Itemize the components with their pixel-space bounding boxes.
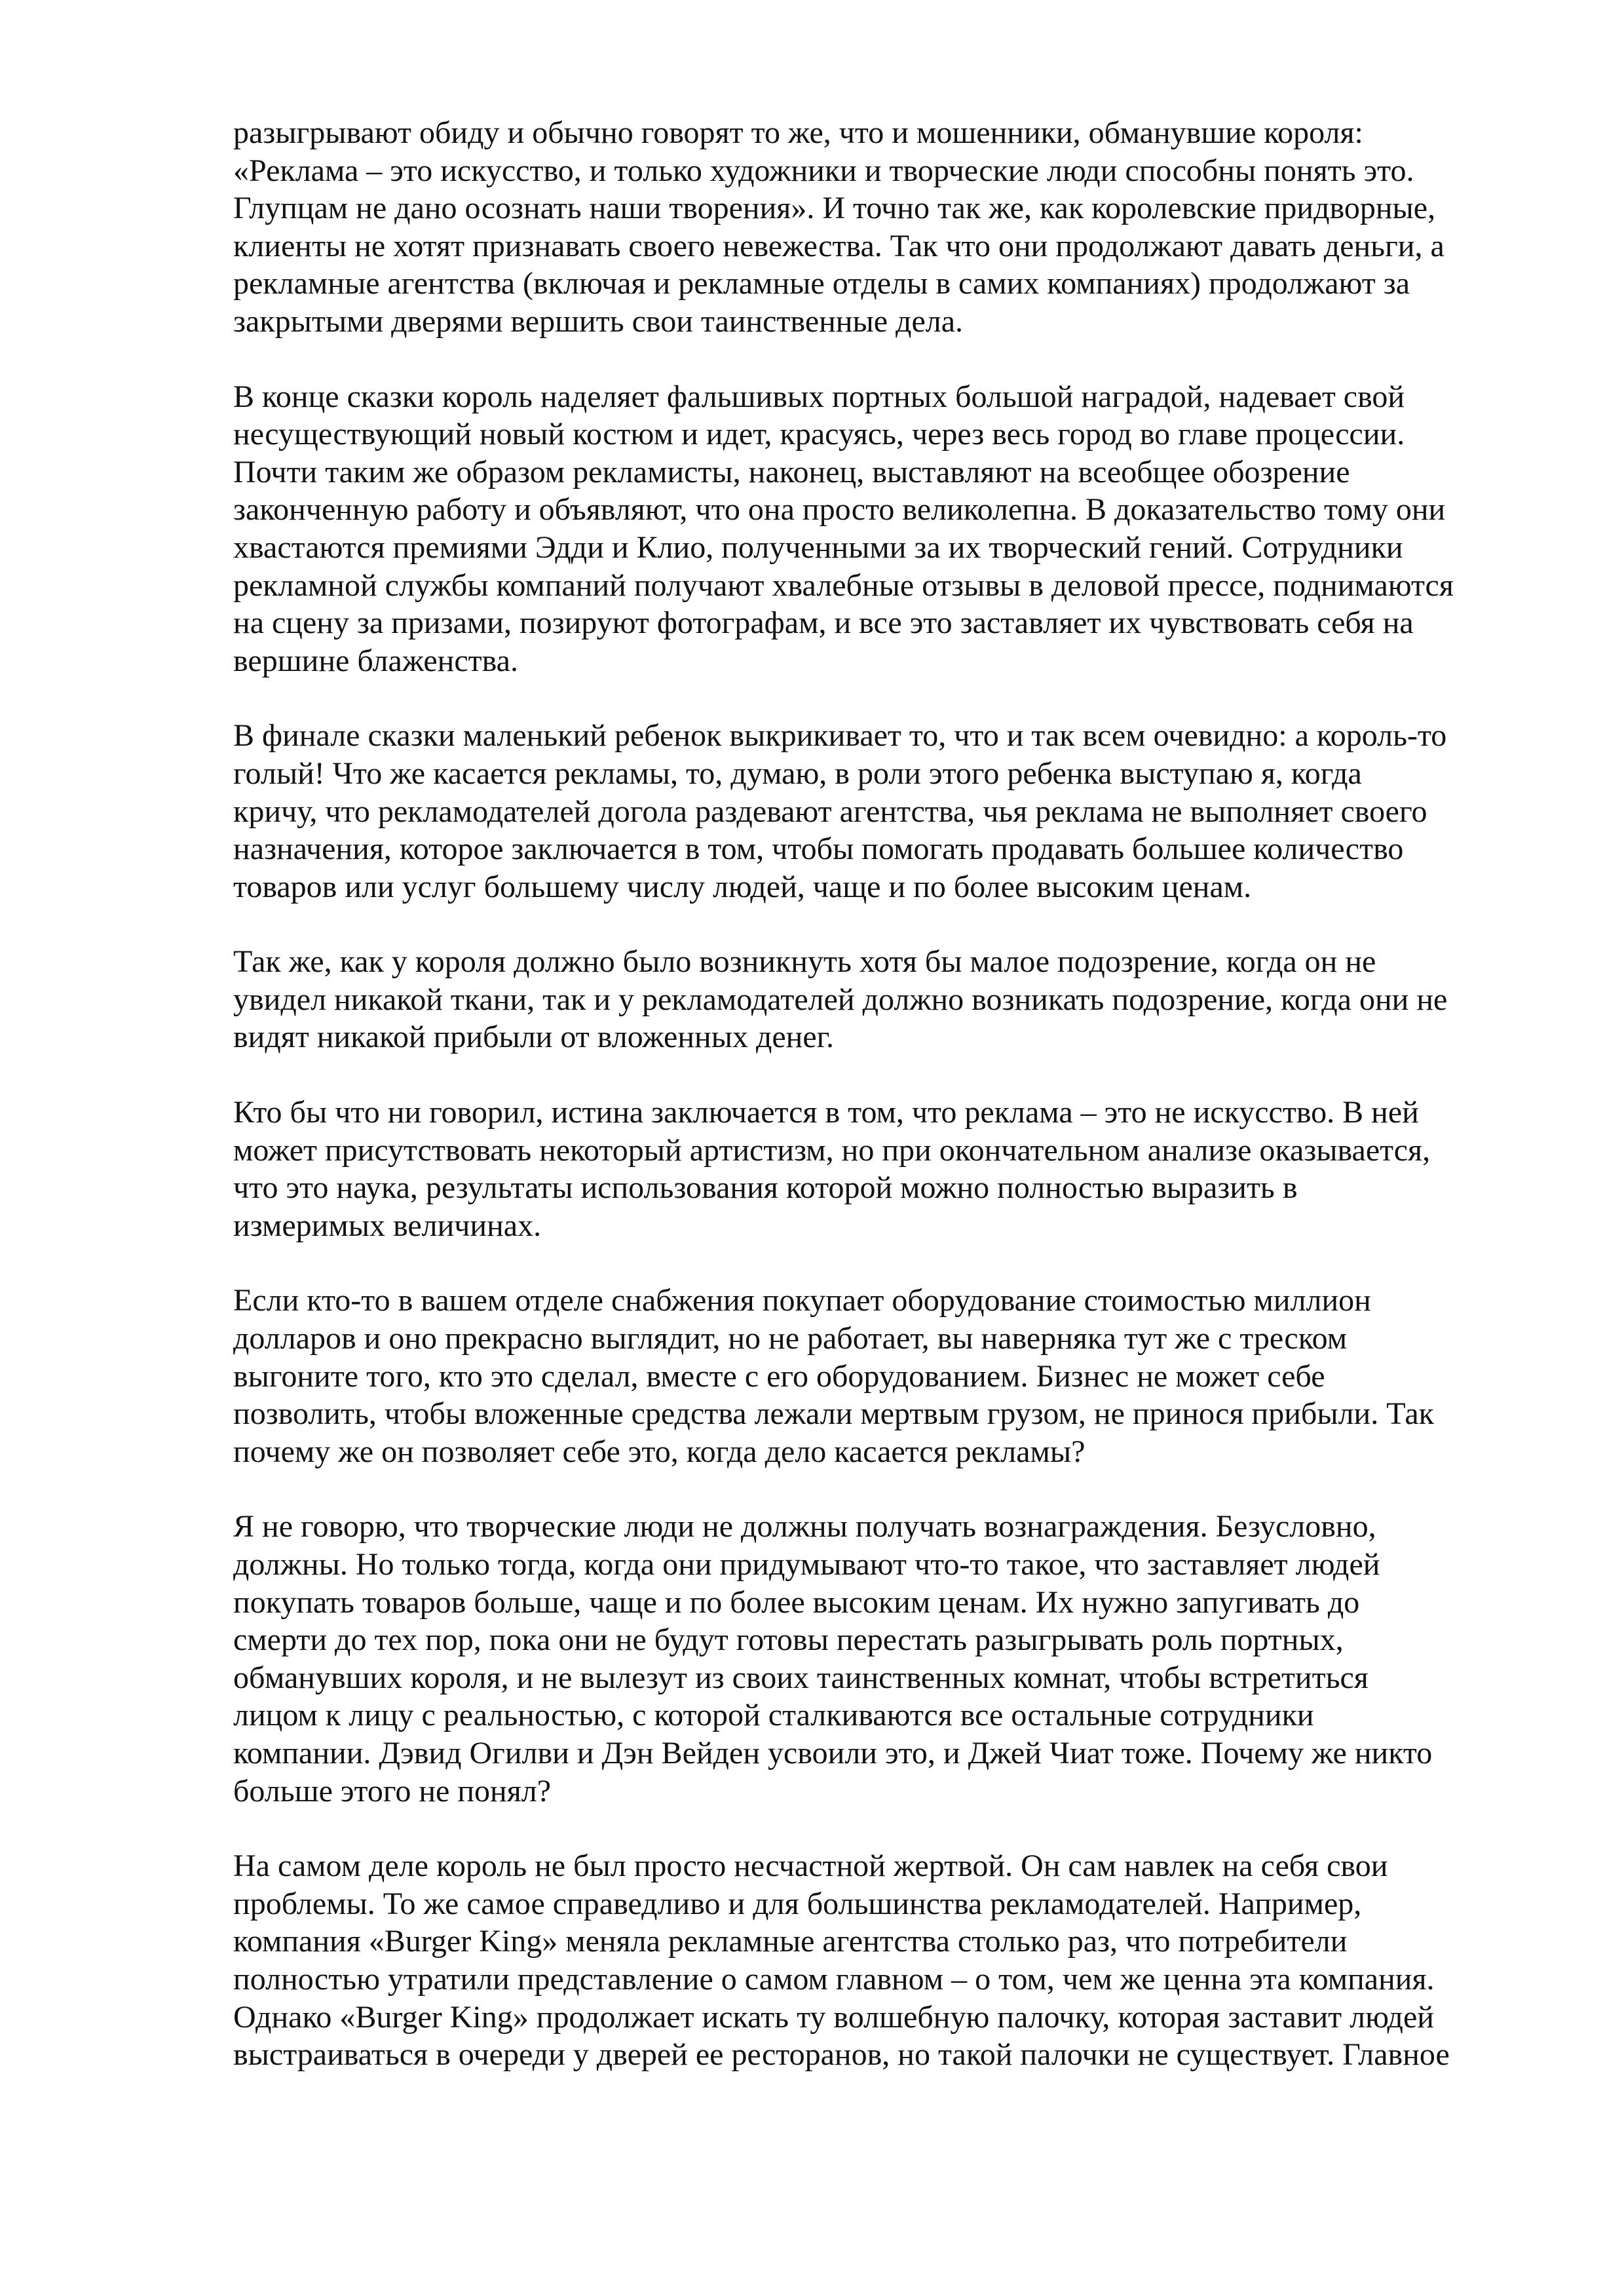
text-line: закрытыми дверями вершить свои таинственные дела. — [233, 303, 964, 339]
text-line: должны. Но только тогда, когда они придумывают что-то такое, что заставляет людей — [233, 1547, 1380, 1582]
text-line: увидел никакой ткани, так и у рекламодателей должно возникать подозрение, когда они не — [233, 982, 1448, 1017]
text-line: что это наука, результаты использования которой можно полностью выразить в — [233, 1170, 1298, 1206]
text-line: кричу, что рекламодателей догола раздевают агентства, чья реклама не выполняет своего — [233, 794, 1427, 829]
text-line: «Реклама – это искусство, и только художники и творческие люди способны понять это. — [233, 153, 1414, 188]
text-line: покупать товаров больше, чаще и по более высоким ценам. Их нужно запугивать до — [233, 1584, 1360, 1620]
paragraph — [233, 943, 1540, 1056]
text-line: На самом деле король не был просто несчастной жертвой. Он сам навлек на себя свои — [233, 1848, 1388, 1884]
text-line: вершине блаженства. — [233, 643, 518, 678]
text-line: может присутствовать некоторый артистизм, но при окончательном анализе оказывается, — [233, 1132, 1431, 1168]
paragraph — [233, 378, 1540, 680]
text-line: лицом к лицу с реальностью, с которой сталкиваются все остальные сотрудники — [233, 1698, 1314, 1733]
paragraph — [233, 717, 1540, 906]
text-line: компания «Burger King» меняла рекламные агентства столько раз, что потребители — [233, 1924, 1348, 1959]
text-line: позволить, чтобы вложенные средства лежали мертвым грузом, не принося прибыли. Так — [233, 1396, 1434, 1432]
text-line: Кто бы что ни говорил, истина заключается в том, что реклама – это не искусство. В ней — [233, 1095, 1419, 1130]
text-line: Так же, как у короля должно было возникнуть хотя бы малое подозрение, когда он не — [233, 944, 1376, 980]
text-line: компании. Дэвид Огилви и Дэн Вейден усвоили это, и Джей Чиат тоже. Почему же никто — [233, 1735, 1433, 1770]
paragraph — [233, 114, 1540, 341]
text-line: Глупцам не дано осознать наши творения». И точно так же, как королевские придворные, — [233, 191, 1436, 226]
text-line: проблемы. То же самое справедливо и для большинства рекламодателей. Например, — [233, 1886, 1362, 1921]
text-line: выгоните того, кто это сделал, вместе с его оборудованием. Бизнес не может себе — [233, 1358, 1325, 1394]
paragraph — [233, 1847, 1540, 2074]
text-line: выстраиваться в очереди у дверей ее ресторанов, но такой палочки не существует. Главное — [233, 2037, 1450, 2073]
text-line: Я не говорю, что творческие люди не должны получать вознаграждения. Безусловно, — [233, 1509, 1376, 1544]
text-line: В финале сказки маленький ребенок выкрикивает то, что и так всем очевидно: а король-то — [233, 718, 1447, 754]
text-line: несуществующий новый костюм и идет, красуясь, через весь город во главе процессии. — [233, 417, 1405, 452]
text-line: Однако «Burger King» продолжает искать ту волшебную палочку, которая заставит людей — [233, 1999, 1434, 2035]
text-line: голый! Что же касается рекламы, то, думаю, в роли этого ребенка выступаю я, когда — [233, 756, 1362, 791]
text-line: назначения, которое заключается в том, чтобы помогать продавать большее количество — [233, 832, 1404, 867]
text-line: разыгрывают обиду и обычно говорят то же, что и мошенники, обманувшие короля: — [233, 115, 1363, 150]
text-line: долларов и оно прекрасно выглядит, но не работает, вы наверняка тут же с треском — [233, 1321, 1348, 1356]
text-line: больше этого не понял? — [233, 1773, 552, 1808]
text-line: обманувших короля, и не вылезут из своих таинственных комнат, чтобы встретиться — [233, 1660, 1369, 1695]
text-line: товаров или услуг большему числу людей, чаще и по более высоким ценам. — [233, 869, 1252, 904]
text-line: законченную работу и объявляют, что она просто великолепна. В доказательство тому они — [233, 492, 1446, 527]
text-line: Если кто-то в вашем отделе снабжения покупает оборудование стоимостью миллион — [233, 1283, 1371, 1318]
text-line: Почти таким же образом рекламисты, наконец, выставляют на всеобщее обозрение — [233, 454, 1350, 489]
text-line: клиенты не хотят признавать своего невежества. Так что они продолжают давать деньги, а — [233, 228, 1445, 263]
paragraph — [233, 1282, 1540, 1470]
document-body — [233, 114, 1540, 2111]
text-line: рекламные агентства (включая и рекламные отделы в самих компаниях) продолжают за — [233, 266, 1410, 301]
text-line: В конце сказки король наделяет фальшивых портных большой наградой, надевает свой — [233, 379, 1405, 414]
text-line: хвастаются премиями Эдди и Клио, полученными за их творческий гений. Сотрудники — [233, 529, 1403, 565]
text-line: полностью утратили представление о самом главном – о том, чем же ценна эта компания. — [233, 1961, 1435, 1997]
paragraph — [233, 1094, 1540, 1244]
text-line: на сцену за призами, позируют фотографам, и все это заставляет их чувствовать себя на — [233, 605, 1414, 641]
text-line: видят никакой прибыли от вложенных денег. — [233, 1020, 834, 1055]
text-line: почему же он позволяет себе это, когда дело касается рекламы? — [233, 1434, 1086, 1469]
text-line: измеримых величинах. — [233, 1208, 542, 1243]
paragraph — [233, 1508, 1540, 1810]
text-line: смерти до тех пор, пока они не будут готовы перестать разыгрывать роль портных, — [233, 1622, 1344, 1658]
text-line: рекламной службы компаний получают хвалебные отзывы в деловой прессе, поднимаются — [233, 567, 1454, 603]
